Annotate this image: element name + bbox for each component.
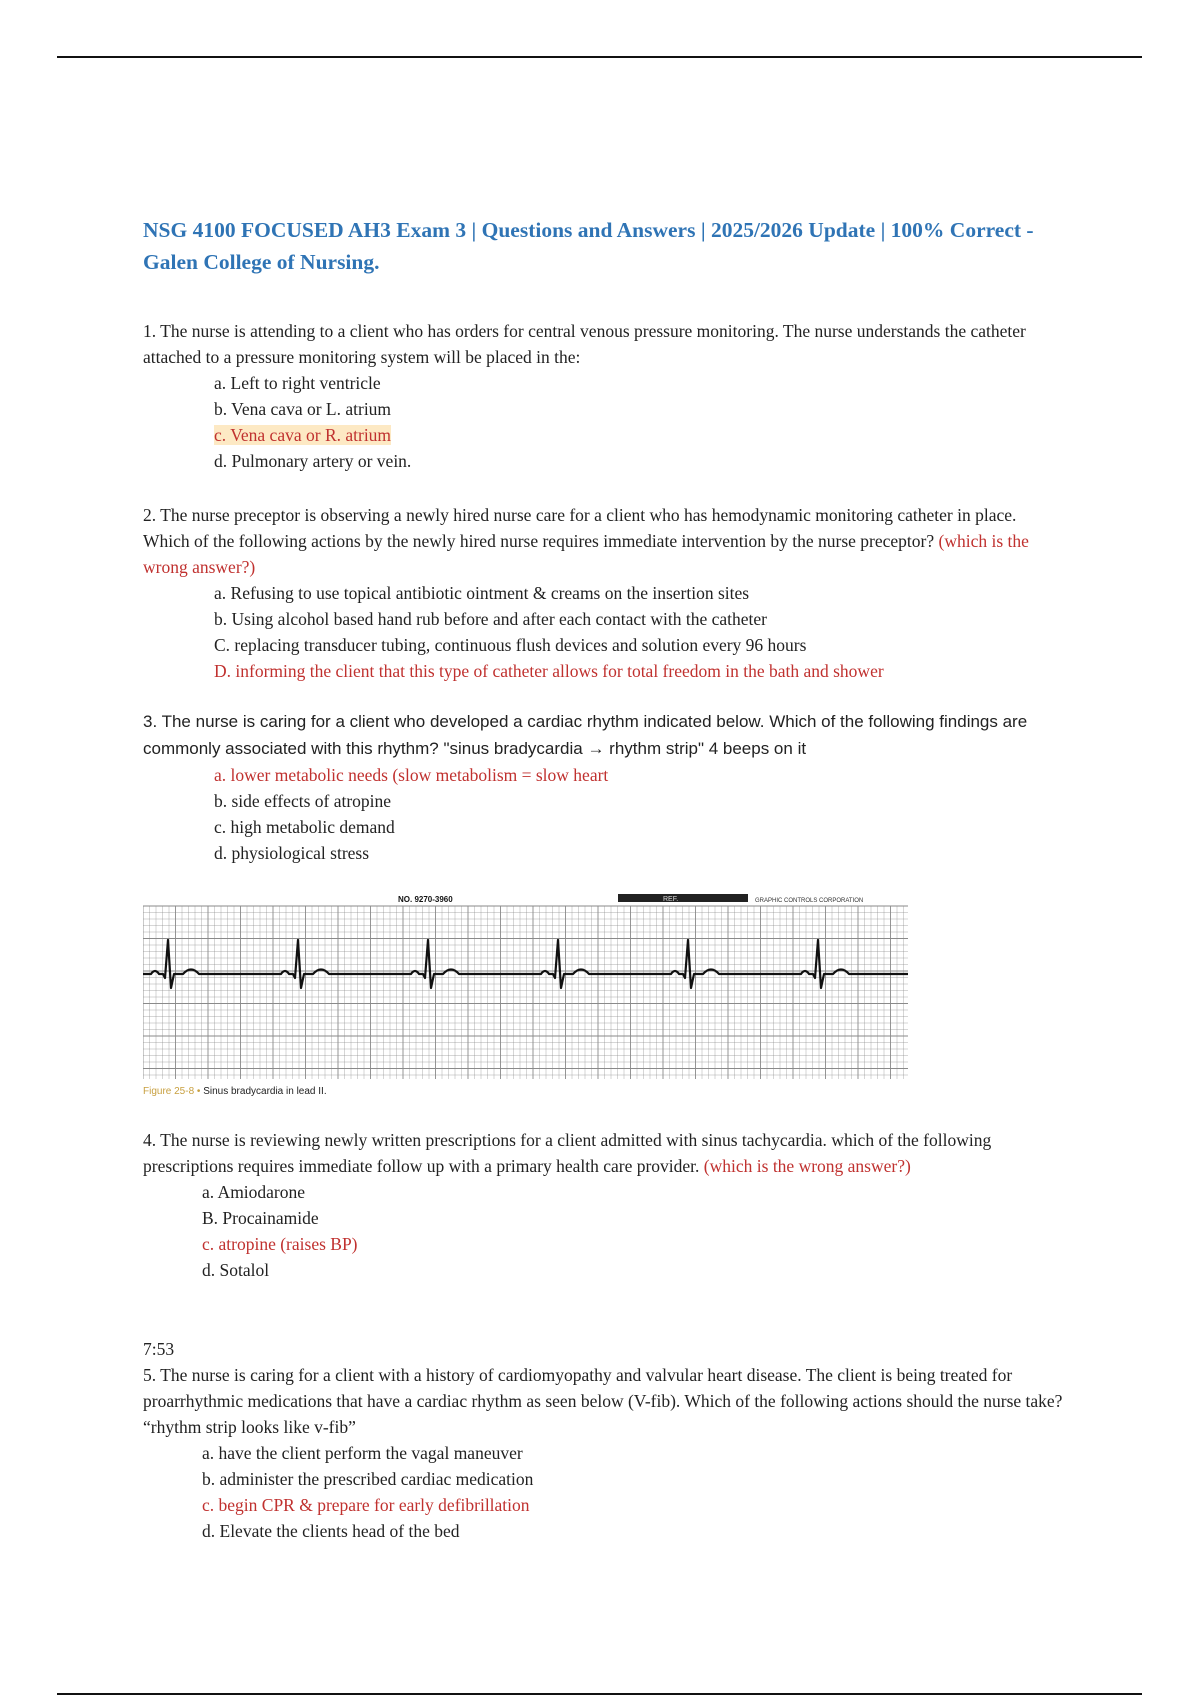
option-d: d. Elevate the clients head of the bed: [202, 1521, 460, 1541]
question-stem: 4. The nurse is reviewing newly written prescriptions for a client admitted with sinus tachycardia. which of the following prescriptions requires immediate follow up with a primary health care provider. (which is the wrong answer?): [143, 1130, 992, 1176]
ecg-rhythm-strip: [143, 894, 908, 1079]
figure-label: Figure 25-8 •: [143, 1086, 201, 1097]
ecg-grid: [143, 906, 908, 1079]
option-c-correct: c. atropine (raises BP): [202, 1234, 358, 1254]
question-stem: 3. The nurse is caring for a client who developed a cardiac rhythm indicated below. Which of the following findings are commonly associated with this rhythm? "sinus bradycardia → rhythm strip" 4 beeps on it: [143, 712, 1028, 758]
ecg-label-box: [618, 894, 748, 902]
page-title: NSG 4100 FOCUSED AH3 Exam 3 | Questions and Answers | 2025/2026 Update | 100% Correct - Galen College of Nursing.: [143, 218, 1034, 274]
wrong-answer-note: (which is the wrong answer?): [703, 1156, 911, 1176]
option-a: a. Left to right ventricle: [214, 373, 381, 393]
option-b: b. side effects of atropine: [214, 791, 392, 811]
option-c: c. high metabolic demand: [214, 817, 395, 837]
question-3: [143, 708, 1063, 866]
question-1: [143, 318, 1063, 474]
option-c-correct: c. begin CPR & prepare for early defibrillation: [202, 1495, 530, 1515]
option-d: d. physiological stress: [214, 843, 370, 863]
bottom-rule: [57, 1693, 1142, 1695]
ecg-label-text: REF.: [663, 896, 679, 903]
option-a: a. have the client perform the vagal maneuver: [202, 1443, 523, 1463]
top-rule: [57, 56, 1142, 58]
option-d: d. Pulmonary artery or vein.: [214, 451, 412, 471]
option-d: d. Sotalol: [202, 1260, 270, 1280]
option-list: [143, 1179, 1063, 1283]
option-b: B. Procainamide: [202, 1208, 319, 1228]
option-list: [143, 370, 1063, 474]
ecg-company: GRAPHIC CONTROLS CORPORATION: [755, 898, 864, 904]
correct-answer-highlight: c. Vena cava or R. atrium: [214, 425, 392, 445]
question-5: [143, 1336, 1063, 1544]
figure-caption-text: Sinus bradycardia in lead II.: [203, 1086, 327, 1097]
option-c: C. replacing transducer tubing, continuous flush devices and solution every 96 hours: [214, 635, 807, 655]
option-b: b. Vena cava or L. atrium: [214, 399, 392, 419]
wrong-answer-note: (which is the wrong answer?): [143, 531, 1029, 577]
option-c-correct: [214, 422, 1063, 448]
option-d-correct: D. informing the client that this type of catheter allows for total freedom in the bath and shower: [214, 661, 884, 681]
option-b: b. administer the prescribed cardiac medication: [202, 1469, 534, 1489]
question-stem: 1. The nurse is attending to a client who has orders for central venous pressure monitoring. The nurse understands the catheter attached to a pressure monitoring system will be placed in the:: [143, 321, 1026, 367]
option-list: [143, 1440, 1063, 1544]
question-4: [143, 1127, 1063, 1283]
option-a-correct: a. lower metabolic needs (slow metabolism = slow heart: [214, 765, 609, 785]
question-2: [143, 502, 1063, 684]
ecg-paper-number: NO. 9270-3960: [398, 895, 453, 904]
question-stem: 2. The nurse preceptor is observing a newly hired nurse care for a client who has hemodynamic monitoring catheter in place. Which of the following actions by the newly hired nurse requires immediate intervention by the nurse preceptor? (which is the wrong answer?): [143, 505, 1029, 577]
option-list: [143, 580, 1063, 684]
option-a: a. Amiodarone: [202, 1182, 306, 1202]
figure-caption: [143, 1086, 327, 1097]
option-list: [143, 762, 1063, 866]
option-b: b. Using alcohol based hand rub before and after each contact with the catheter: [214, 609, 767, 629]
question-stem: 5. The nurse is caring for a client with a history of cardiomyopathy and valvular heart disease. The client is being treated for proarrhythmic medications that have a cardiac rhythm as seen below (V-fib). Which of the following actions should the nurse take? “rhythm strip looks like v-fib”: [143, 1365, 1063, 1437]
timestamp: 7:53: [143, 1339, 175, 1359]
option-a: a. Refusing to use topical antibiotic ointment & creams on the insertion sites: [214, 583, 750, 603]
